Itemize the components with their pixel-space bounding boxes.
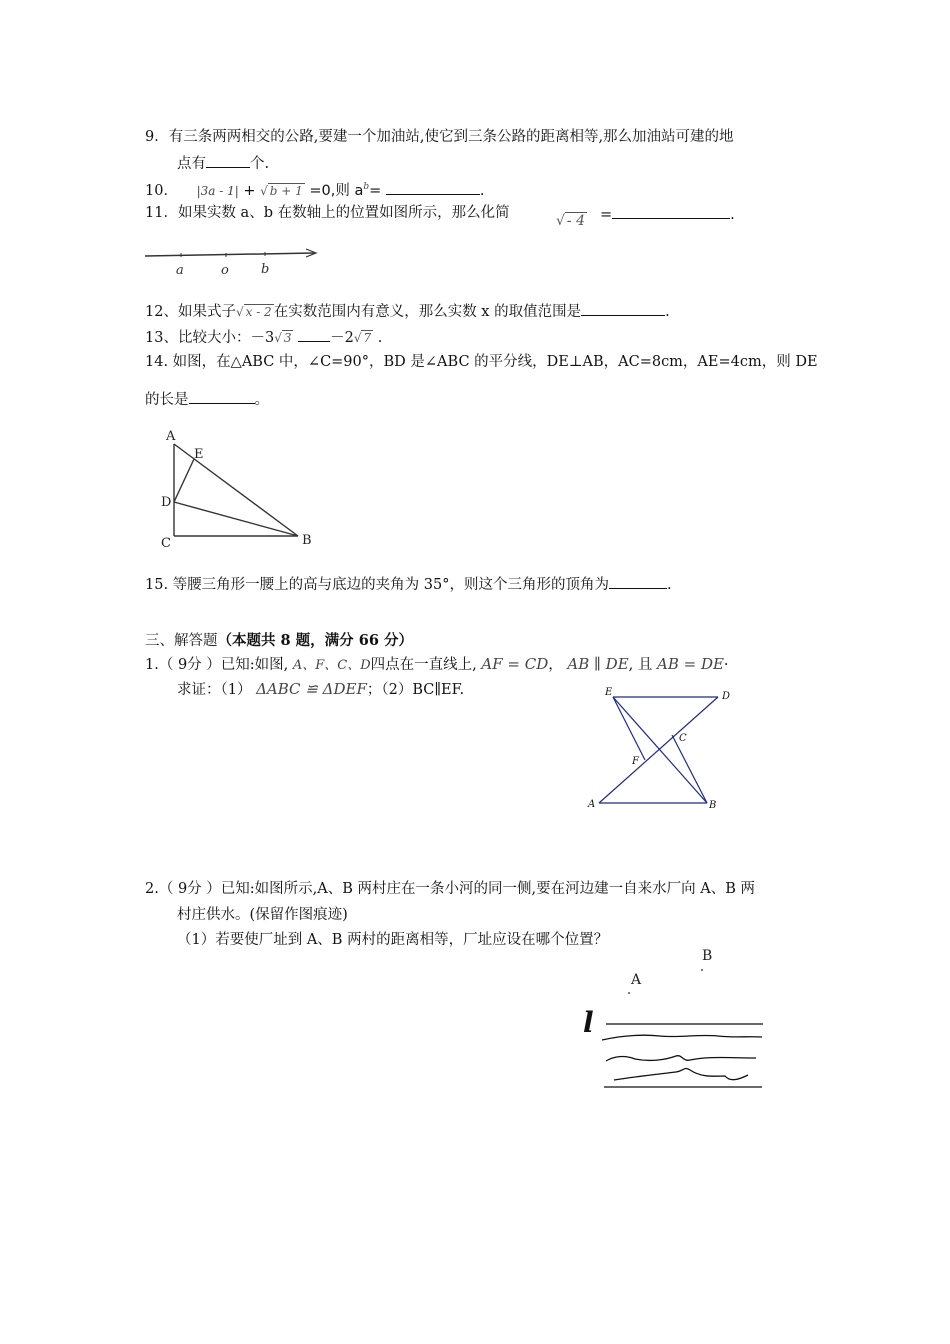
q11-eq: = [600,207,613,223]
q15-end: . [666,577,672,593]
p1-figure [585,683,745,815]
p1-line2-post: ；（2）BC∥EF. [366,682,465,698]
p1-line1: 1.（ 9分 ）已知:如图, A、F、C、D四点在一直线上, AF = CD， AB ∥ DE, 且 AB = DE· [145,655,729,673]
line-l-label: l [583,1006,594,1039]
q12-pre: 12、如果式子 [145,304,236,320]
number-line-figure [140,244,330,280]
q10-sqrt: √ b + 1 [260,183,303,198]
q13-sqrt1: √ 3 [274,331,292,345]
p1-line2 [177,680,464,699]
village-a-label: A [631,972,642,988]
p1-cond-ab-parallel-de: AB ∥ DE [567,655,629,673]
village-a-point [628,992,630,994]
label-c: C [161,536,171,551]
p1-cond-and: 且 [637,657,653,673]
p1-dot: · [723,657,729,673]
q13-end: . [377,330,383,346]
axis-label-o: o [221,263,229,278]
q10-plus: + [243,182,256,199]
axis-label-a: a [176,263,184,278]
segment-ad [599,697,718,803]
section-3-note: （本题共 8 题，满分 66 分） [217,632,413,649]
q13-blank[interactable] [298,327,330,342]
segment-eb [613,697,707,803]
river-wave-1 [602,1035,762,1040]
q10-blank[interactable] [386,180,480,195]
number-line-axis [145,253,314,256]
q10-number: 10． [145,182,178,199]
p1-points: A、F、C、D [292,658,371,673]
q9-blank[interactable] [206,153,250,168]
village-b-point [701,969,703,971]
q15-line [145,574,672,594]
p1-label-b: B [709,800,717,811]
q14-line2-pre: 的长是 [145,392,189,408]
river-wave-2 [606,1056,756,1061]
q9-line1: 9．有三条两两相交的公路,要建一个加油站,使它到三条公路的距离相等,那么加油站可建的地 [145,129,734,145]
segment-de [174,459,194,502]
q12-end: . [665,304,670,320]
p1-line2-pre: 求证：（1） [177,682,252,698]
p1-line1-pre: 1.（ 9分 ）已知:如图, [145,657,289,673]
p1-label-f: F [632,756,639,767]
p1-cond-af-cd: AF = CD [481,655,549,673]
section-3-title: 三、解答题 [145,633,218,649]
q9-line2-pre: 点有 [177,156,206,172]
q10-superscript: b [363,182,370,192]
section-3-heading [145,632,413,650]
q13-line [145,327,382,347]
q10-end: . [479,182,485,199]
p1-cond-ab-eq-de: AB = DE [656,655,724,673]
q15-blank[interactable] [609,574,667,589]
p1-proof1: ΔABC ≌ ΔDEF [256,680,367,698]
q12-sqrt: √ x - 2 [235,305,272,319]
q13-sqrt2: √ 7 [353,331,372,345]
q11-sqrt: √ - 4 [556,213,586,229]
q13-pre: 13、比较大小：－3 [145,330,275,346]
q10-abs-expr: |3a - 1| [196,183,239,198]
q11-expr [556,212,587,230]
p2-line1: 2.（ 9分 ）已知:如图所示,A、B 两村庄在一条小河的同一侧,要在河边建一自来水厂向 A、B 两 [145,881,755,897]
p2-line2: 村庄供水。(保留作图痕迹) [177,907,348,923]
q11-end: . [730,207,735,223]
q14-blank[interactable] [189,389,255,404]
label-b: B [302,533,312,548]
q9-line2-post: 个. [250,156,270,172]
village-b-label: B [702,948,713,964]
q12-post: 在实数范围内有意义，那么实数 x 的取值范围是 [273,304,582,320]
segment-bd [174,502,298,536]
p1-label-c: C [679,733,687,744]
q10-tail: = [369,182,382,199]
p1-label-a: A [588,799,596,810]
q12-line [145,301,670,321]
label-a: A [166,429,176,444]
side-ab [174,444,298,536]
q13-mid: －2 [330,330,354,346]
q14-line2-post: 。 [254,392,269,408]
q14-line2 [145,389,269,409]
p2-line3: （1）若要使厂址到 A、B 两村的距离相等，厂址应设在哪个位置？ [177,932,609,948]
q11-blank[interactable] [612,204,730,219]
q15-text: 15. 等腰三角形一腰上的高与底边的夹角为 35°，则这个三角形的顶角为 [145,577,609,593]
triangle-abc-figure [150,422,330,557]
q12-blank[interactable] [581,301,665,316]
q11-answer [600,204,735,224]
river-wave-3 [614,1068,748,1080]
river-figure [580,944,770,1094]
p1-label-d: D [722,691,731,702]
q11-text: 11．如果实数 a、b 在数轴上的位置如图所示，那么化简 [145,205,510,221]
label-d: D [161,495,172,510]
q10-line [145,178,485,200]
q10-equals: =0,则 a [309,182,364,199]
p1-line1-mid: 四点在一直线上, [370,657,477,673]
axis-label-b: b [261,262,270,277]
q14-line1: 14. 如图，在△ABC 中，∠C=90°，BD 是∠ABC 的平分线，DE⊥AB，AC=8cm，AE=4cm，则 DE [145,354,818,370]
label-e: E [194,447,204,462]
q9-line2 [177,153,269,173]
p1-label-e: E [605,687,613,698]
